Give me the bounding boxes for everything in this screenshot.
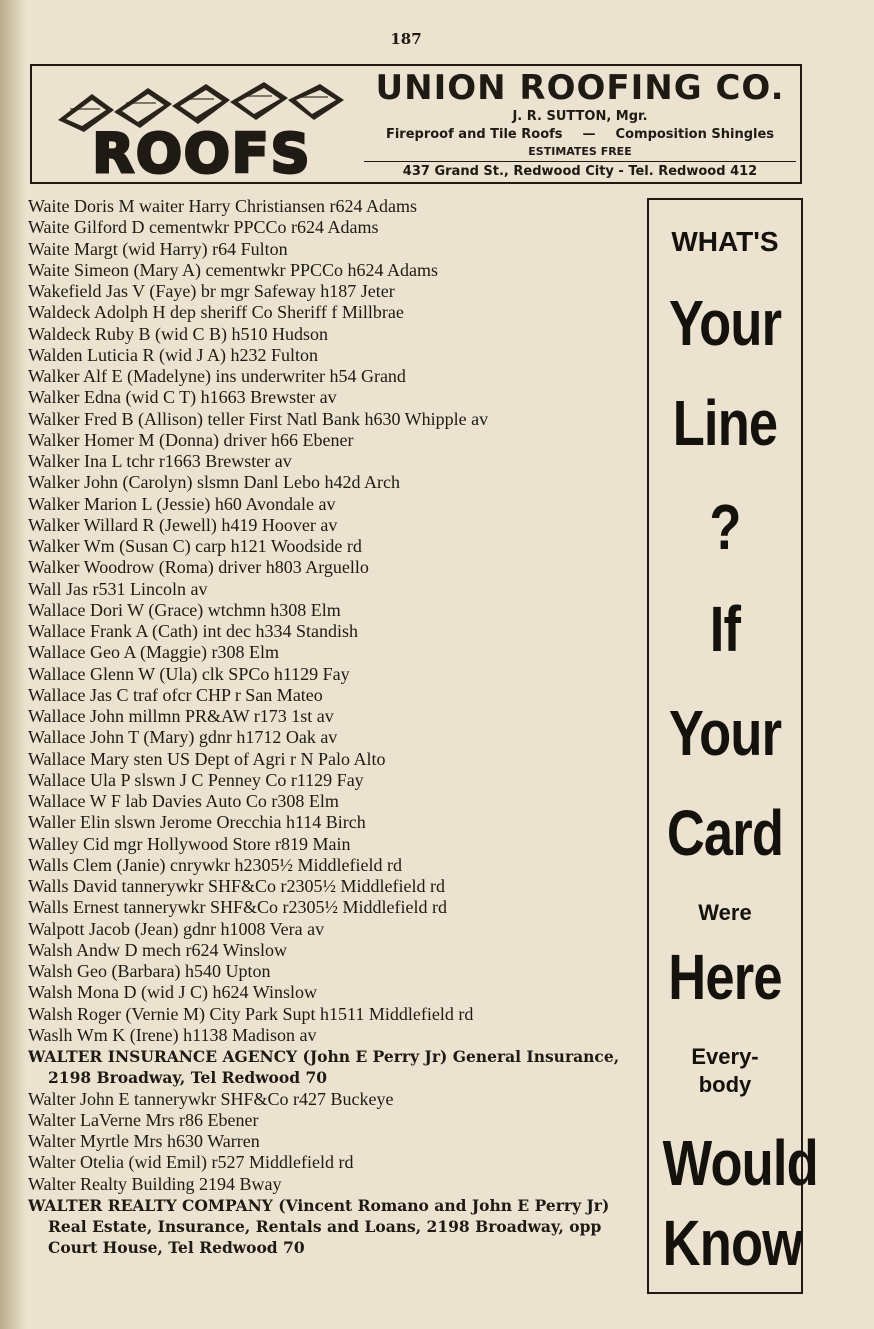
listing-entry: Wallace Ula P slswn J C Penney Co r1129 Fay (28, 769, 364, 790)
listing-entry: Wallace W F lab Davies Auto Co r308 Elm (28, 791, 339, 811)
ad-address: 437 Grand St., Redwood City - Tel. Redwood 412 (402, 164, 758, 179)
listing-entry: Walker Willard R (Jewell) h419 Hoover av (28, 514, 338, 535)
listing-entry: Waldeck Adolph H dep sheriff Co Sheriff f Millbrae (28, 302, 404, 323)
side-ad-word: body (698, 1072, 752, 1097)
side-ad-word: Your (668, 287, 782, 359)
listing-entry: Waite Doris M waiter Harry Christiansen r624 Adams (28, 196, 417, 216)
side-ad-word: Would (662, 1127, 818, 1199)
listing-entry: Walsh Roger (Vernie M) City Park Supt h1511 Middlefield rd (28, 1003, 474, 1024)
listing-entry: Walter LaVerne Mrs r86 Ebener (28, 1109, 259, 1130)
side-ad-word: Here (668, 941, 782, 1013)
side-ad-word: Every- (691, 1044, 759, 1069)
listing-entry: Waite Gilford D cementwkr PPCCo r624 Adams (28, 217, 379, 238)
listing-entry: Walker John (Carolyn) slsmn Danl Lebo h42d Arch (28, 472, 400, 493)
listing-entry: Walter John E tannerywkr SHF&Co r427 Buckeye (28, 1088, 394, 1109)
listing-entry: Wallace Glenn W (Ula) clk SPCo h1129 Fay (28, 663, 350, 684)
listing-entry: Wallace Geo A (Maggie) r308 Elm (28, 642, 279, 663)
listing-entry-business: WALTER REALTY COMPANY (Vincent Romano and John E Perry Jr) Real Estate, Insurance, Rentals and Loans, 2198 Broadway, opp Court House, Tel Redwood 70 (28, 1195, 610, 1258)
listing-entry: Wakefield Jas V (Faye) br mgr Safeway h187 Jeter (28, 281, 395, 301)
side-ad-word: If (709, 593, 741, 665)
listing-entry: Walker Homer M (Donna) driver h66 Ebener (28, 429, 354, 450)
ad-manager: J. R. SUTTON, Mgr. (512, 109, 648, 124)
listing-entry: Walpott Jacob (Jean) gdnr h1008 Vera av (28, 918, 325, 939)
side-ad-whats-your-line (647, 198, 818, 1294)
ad-product-left: Fireproof and Tile Roofs (385, 127, 563, 142)
listing-entry: Walden Luticia R (wid J A) h232 Fulton (28, 344, 319, 365)
side-ad-word: WHAT'S (671, 226, 779, 257)
listing-entry: Walker Woodrow (Roma) driver h803 Arguello (28, 557, 369, 578)
ad-company-name: UNION ROOFING CO. (375, 68, 785, 108)
listing-entry: Walley Cid mgr Hollywood Store r819 Main (28, 833, 351, 854)
listing-entry: Walter Realty Building 2194 Bway (28, 1173, 282, 1194)
listing-entry: Wallace Mary sten US Dept of Agri r N Palo Alto (28, 748, 386, 769)
page-number: 187 (390, 30, 422, 48)
listing-entry: Wallace Jas C traf ofcr CHP r San Mateo (28, 684, 323, 705)
listing-entry: Walls Clem (Janie) cnrywkr h2305½ Middlefield rd (28, 854, 402, 875)
listing-entry: Waite Margt (wid Harry) r64 Fulton (28, 238, 288, 259)
side-ad-word: Your (668, 697, 782, 769)
listing-entry: Wall Jas r531 Lincoln av (28, 578, 208, 599)
union-roofing-ad (30, 64, 802, 184)
ad-text-block (364, 68, 796, 182)
listing-entry: Walker Marion L (Jessie) h60 Avondale av (28, 493, 336, 514)
ad-products (364, 125, 796, 144)
listing-entry: Wallace John millmn PR&AW r173 1st av (28, 706, 334, 726)
listing-entry: Waslh Wm K (Irene) h1138 Madison av (28, 1024, 317, 1045)
listing-entry: Walker Wm (Susan C) carp h121 Woodside rd (28, 536, 362, 556)
listing-entry: Walker Edna (wid C T) h1663 Brewster av (28, 387, 337, 408)
listing-entry: Walter Otelia (wid Emil) r527 Middlefield rd (28, 1152, 354, 1173)
ad-estimates: ESTIMATES FREE (528, 145, 632, 158)
listing-entry-business: WALTER INSURANCE AGENCY (John E Perry Jr) General Insurance, 2198 Broadway, Tel Redwood 70 (28, 1047, 620, 1088)
listing-entry: Walker Fred B (Allison) teller First Natl Bank h630 Whipple av (28, 408, 489, 429)
side-ad-word: Were (698, 900, 752, 925)
listing-entry: Walter Myrtle Mrs h630 Warren (28, 1131, 260, 1151)
listing-entry: Walsh Mona D (wid J C) h624 Winslow (28, 982, 317, 1003)
ad-dash: — (582, 127, 596, 142)
roofs-logo-art (44, 80, 362, 176)
listing-entry: Walls David tannerywkr SHF&Co r2305½ Middlefield rd (28, 876, 445, 896)
listing-entry: Wallace John T (Mary) gdnr h1712 Oak av (28, 727, 338, 748)
listing-entry: Walker Alf E (Madelyne) ins underwriter h54 Grand (28, 366, 406, 386)
listing-entry: Wallace Dori W (Grace) wtchmn h308 Elm (28, 599, 341, 620)
side-ad-word: Line (672, 387, 778, 459)
listing-entry: Waldeck Ruby B (wid C B) h510 Hudson (28, 323, 329, 344)
ad-product-right: Composition Shingles (615, 127, 775, 142)
listing-entry: Waite Simeon (Mary A) cementwkr PPCCo h624 Adams (28, 259, 439, 280)
book-spine-shadow (0, 0, 26, 1329)
directory-listings (28, 196, 640, 1259)
listing-entry: Wallace Frank A (Cath) int dec h334 Standish (28, 621, 358, 641)
listing-entry: Walls Ernest tannerywkr SHF&Co r2305½ Middlefield rd (28, 897, 447, 918)
listing-entry: Walsh Geo (Barbara) h540 Upton (28, 961, 271, 981)
side-ad-word: Know (662, 1207, 803, 1279)
listing-entry: Walker Ina L tchr r1663 Brewster av (28, 451, 292, 471)
side-ad-word: ? (709, 491, 741, 563)
listing-entry: Waller Elin slswn Jerome Orecchia h114 Birch (28, 812, 366, 833)
side-ad-word: Card (666, 797, 784, 869)
listing-entry: Walsh Andw D mech r624 Winslow (28, 939, 287, 960)
roofs-art-text: ROOFS (92, 122, 312, 176)
